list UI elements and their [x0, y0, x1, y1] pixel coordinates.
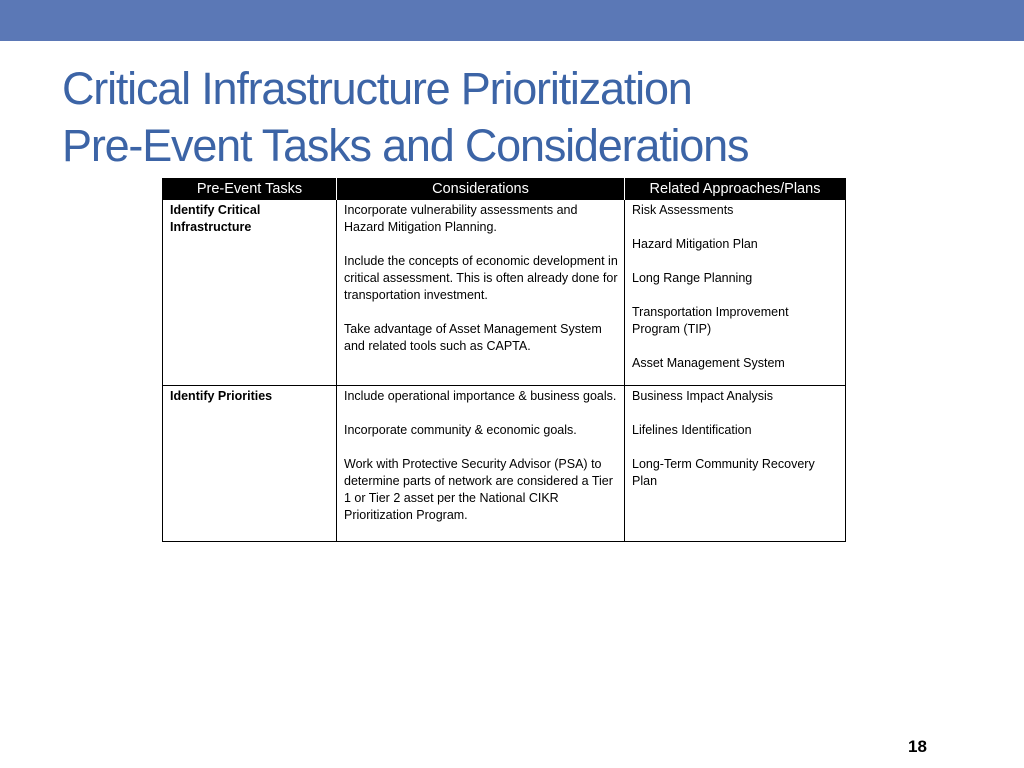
task-cell: Identify Priorities: [163, 386, 337, 542]
considerations-cell: [337, 386, 625, 542]
consideration-item: Include the concepts of economic development in critical assessment. This is often already done for transportation investment.: [344, 254, 618, 302]
tasks-table: [162, 178, 846, 542]
page-number: 18: [908, 737, 927, 756]
approaches-cell: [625, 200, 846, 386]
table-row: [163, 386, 846, 542]
consideration-item: Incorporate vulnerability assessments and Hazard Mitigation Planning.: [344, 203, 578, 234]
approach-item: Transportation Improvement Program (TIP): [632, 305, 789, 336]
table-row: [163, 200, 846, 386]
consideration-item: Incorporate community & economic goals.: [344, 423, 577, 437]
approach-item: Asset Management System: [632, 356, 785, 370]
approach-item: Lifelines Identification: [632, 423, 752, 437]
consideration-item: Include operational importance & business goals.: [344, 389, 617, 403]
considerations-cell: [337, 200, 625, 386]
title-line-1: Critical Infrastructure Prioritization: [62, 63, 692, 114]
header-pre-event-tasks: Pre-Event Tasks: [163, 178, 337, 200]
approach-item: Long Range Planning: [632, 271, 753, 285]
approach-item: Risk Assessments: [632, 203, 734, 217]
title-line-2: Pre-Event Tasks and Considerations: [62, 120, 749, 171]
approach-item: Long-Term Community Recovery Plan: [632, 457, 815, 488]
header-related-approaches: Related Approaches/Plans: [625, 178, 846, 200]
top-banner: [0, 0, 1024, 41]
consideration-item: Take advantage of Asset Management System and related tools such as CAPTA.: [344, 322, 602, 353]
header-considerations: Considerations: [337, 178, 625, 200]
consideration-item: Work with Protective Security Advisor (PSA) to determine parts of network are considered a Tier 1 or Tier 2 asset per the National CIKR Prioritization Program.: [344, 457, 613, 522]
task-cell: Identify Critical Infrastructure: [163, 200, 337, 386]
approach-item: Business Impact Analysis: [632, 389, 774, 403]
slide-title: [62, 60, 748, 174]
approaches-cell: [625, 386, 846, 542]
approach-item: Hazard Mitigation Plan: [632, 237, 758, 251]
table-header-row: [163, 178, 846, 200]
